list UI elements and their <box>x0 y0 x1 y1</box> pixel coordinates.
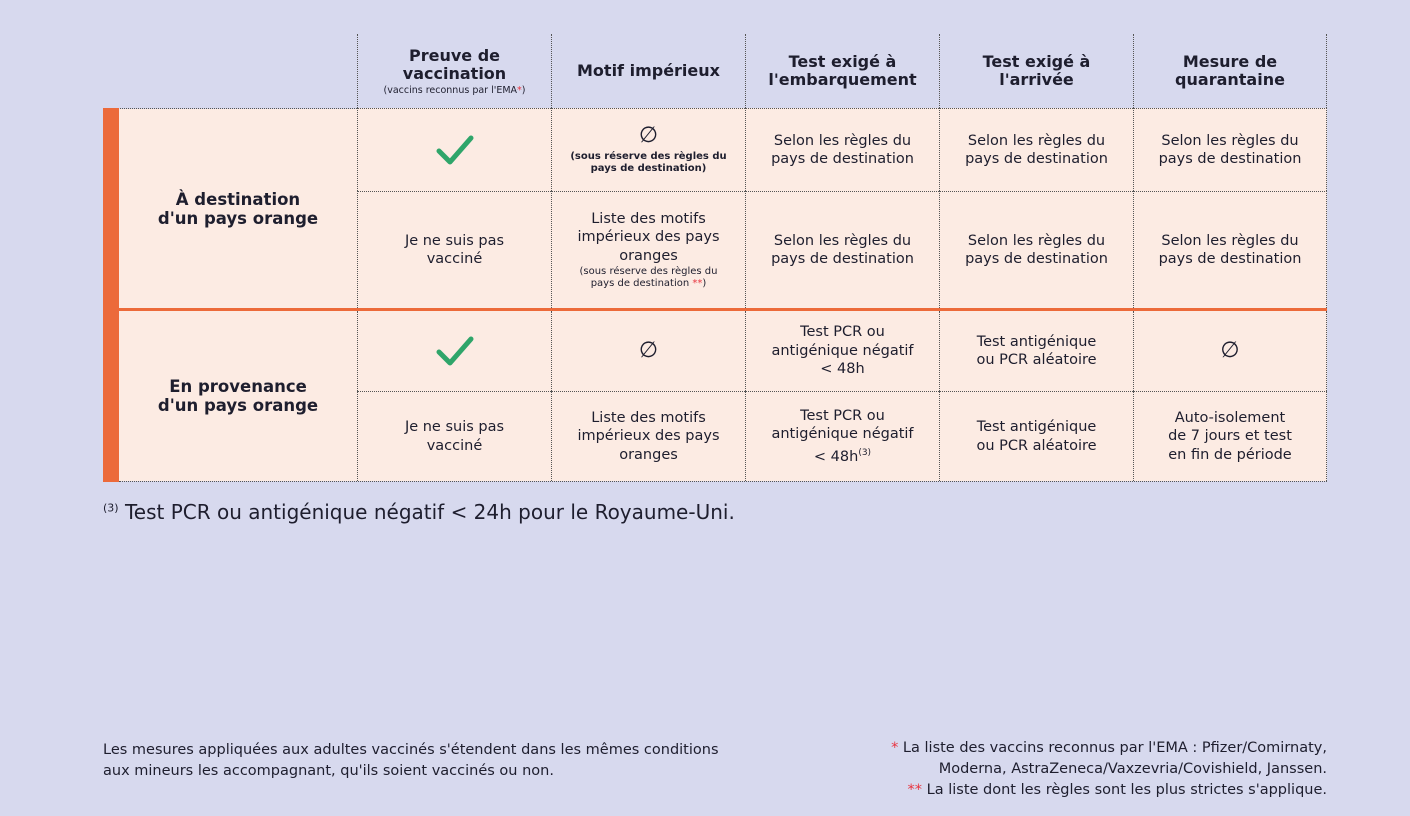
cell-g2r2-embarquement: Test PCR ou antigénique négatif < $48h^{(3)}$ <box>745 391 939 481</box>
cell-g1r1-vaccination <box>357 108 551 191</box>
header-motif: Motif impérieux <box>551 34 745 108</box>
footnote-3: $^{(3)}$ Test PCR ou antigénique négatif < 24h pour le Royaume-Uni. <box>103 500 735 524</box>
header-embarquement: Test exigé à l'embarquement <box>745 34 939 108</box>
cell-g2r1-vaccination <box>357 311 551 391</box>
empty-set-icon: ∅ <box>1220 338 1240 363</box>
empty-set-icon: ∅ <box>638 338 659 363</box>
cell-g1r2-motif: Liste des motifs impérieux des pays oranges (sous réserve des règles du pays de destination **) <box>551 191 745 308</box>
cell-g1r1-arrivee: Selon les règles du pays de destination <box>939 108 1133 191</box>
cell-g1r2-quarantaine: Selon les règles du pays de destination <box>1133 191 1327 308</box>
cell-g1r2-vaccination: Je ne suis pas vacciné <box>357 191 551 308</box>
accent-band <box>103 108 119 482</box>
cell-g1r1-quarantaine: Selon les règles du pays de destination <box>1133 108 1327 191</box>
group-label-provenance: En provenance d'un pays orange <box>119 311 357 481</box>
cell-g2r1-embarquement: Test PCR ou antigénique négatif < 48h <box>745 311 939 391</box>
header-arrivee: Test exigé à l'arrivée <box>939 34 1133 108</box>
empty-set-icon: ∅ <box>638 123 659 148</box>
header-vaccination-sub: (vaccins reconnus par l'EMA*) <box>383 84 526 96</box>
cell-g1r1-motif: ∅ (sous réserve des règles du pays de destination) <box>551 108 745 191</box>
cell-g2r1-quarantaine <box>1133 311 1327 391</box>
cell-g1r1-embarquement: Selon les règles du pays de destination <box>745 108 939 191</box>
cell-g1r2-embarquement: Selon les règles du pays de destination <box>745 191 939 308</box>
header-vaccination-title: Preuve de vaccination <box>402 45 507 83</box>
cell-g2r1-arrivee: Test antigénique ou PCR aléatoire <box>939 311 1133 391</box>
check-icon <box>436 335 474 367</box>
cell-g2r2-motif: Liste des motifs impérieux des pays oranges <box>551 391 745 481</box>
cell-g2r2-arrivee: Test antigénique ou PCR aléatoire <box>939 391 1133 481</box>
footer-right-notes: * La liste des vaccins reconnus par l'EMA : Pfizer/Comirnaty, Moderna, AstraZeneca/Vaxzevria/Covishield, Janssen. ** La liste dont les règles sont les plus strictes s'applique. <box>891 740 1327 798</box>
cell-g2r2-quarantaine: Auto-isolement de 7 jours et test en fin de période <box>1133 391 1327 481</box>
header-quarantaine: Mesure de quarantaine <box>1133 34 1327 108</box>
footer-left-note: Les mesures appliquées aux adultes vaccinés s'étendent dans les mêmes conditions aux mineurs les accompagnant, qu'ils soient vaccinés ou non. <box>103 742 719 779</box>
cell-g2r1-motif <box>551 311 745 391</box>
header-vaccination <box>357 34 551 108</box>
group-label-destination: À destination d'un pays orange <box>119 109 357 308</box>
table-bottom-line <box>119 481 1327 482</box>
check-icon <box>436 134 474 166</box>
cell-g2r2-vaccination: Je ne suis pas vacciné <box>357 391 551 481</box>
cell-g1r2-arrivee: Selon les règles du pays de destination <box>939 191 1133 308</box>
